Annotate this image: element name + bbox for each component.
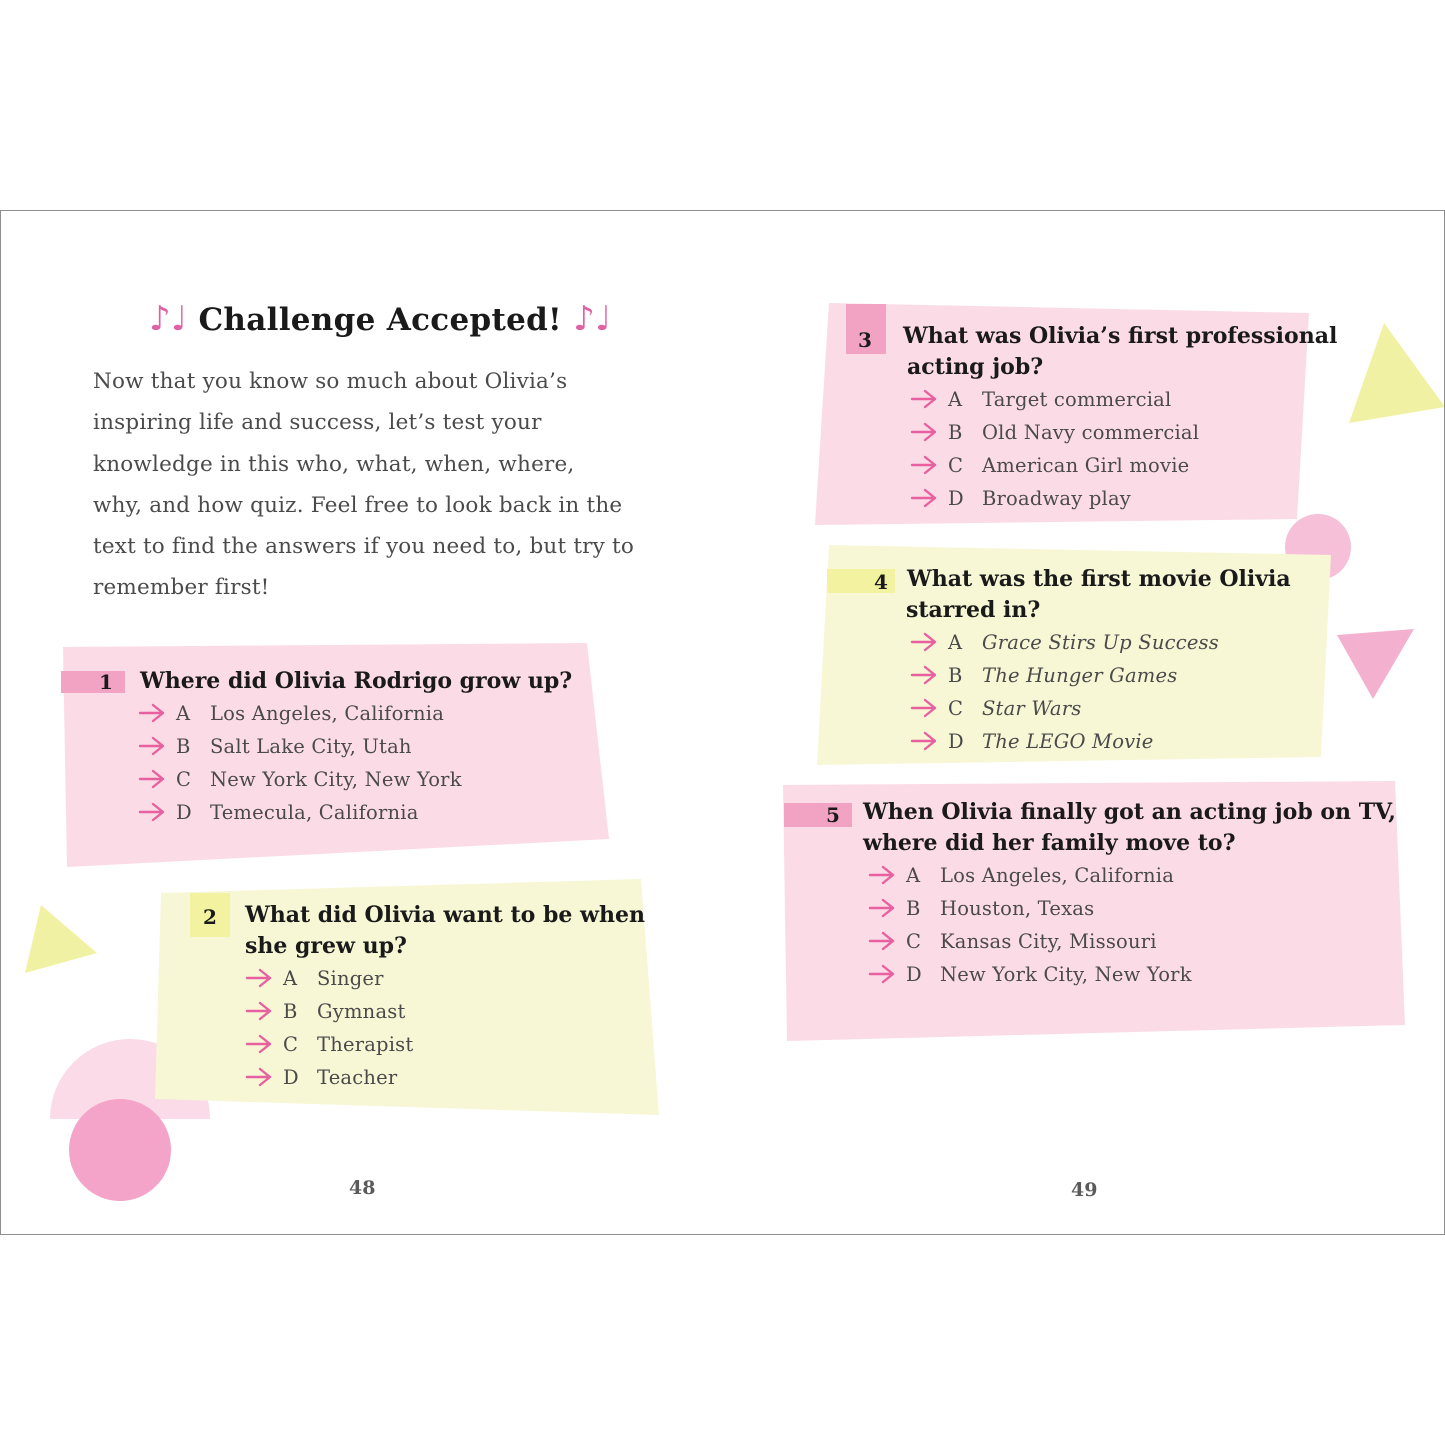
question-number: 5 (826, 803, 840, 827)
page-title (149, 299, 611, 339)
arrow-right-icon (138, 802, 166, 822)
option-text: Teacher (317, 1066, 398, 1089)
music-note-icon: ♪♩ (149, 299, 188, 339)
option-text: American Girl movie (982, 454, 1190, 477)
intro-line: knowledge in this who, what, when, where, (93, 451, 575, 477)
question-number: 3 (858, 328, 872, 352)
book-spread (0, 210, 1445, 1235)
option-text: Houston, Texas (940, 897, 1095, 920)
question-number: 4 (874, 570, 888, 594)
option-letter: B (283, 1000, 298, 1023)
question-number: 2 (203, 905, 217, 929)
option-letter: D (176, 801, 192, 824)
option-letter: A (906, 864, 921, 887)
yellow-triangle-left-decoration (21, 903, 101, 975)
arrow-right-icon (138, 703, 166, 723)
option-letter: B (176, 735, 191, 758)
option-text: New York City, New York (940, 963, 1192, 986)
option-letter: A (948, 388, 963, 411)
option-text: Los Angeles, California (940, 864, 1175, 887)
option-text: New York City, New York (210, 768, 462, 791)
option-letter: B (948, 421, 963, 444)
option-letter: A (283, 967, 298, 990)
option-text: Old Navy commercial (982, 421, 1200, 444)
question-text-line-1: When Olivia finally got an acting job on TV, (863, 799, 1396, 825)
arrow-right-icon (910, 698, 938, 718)
option-text: Star Wars (982, 697, 1082, 720)
arrow-right-icon (245, 1067, 273, 1087)
option-text: The Hunger Games (982, 664, 1178, 687)
arrow-right-icon (910, 422, 938, 442)
question-text-line-2: where did her family move to? (863, 830, 1236, 856)
option-letter: B (948, 664, 963, 687)
option-text: Broadway play (982, 487, 1131, 510)
option-letter: C (948, 454, 964, 477)
option-text: Singer (317, 967, 384, 990)
arrow-right-icon (138, 736, 166, 756)
option-letter: D (906, 963, 922, 986)
arrow-right-icon (910, 389, 938, 409)
arrow-right-icon (245, 968, 273, 988)
pink-triangle-right-decoration (1335, 629, 1417, 701)
option-letter: D (948, 487, 964, 510)
option-text: Salt Lake City, Utah (210, 735, 412, 758)
question-text-line-1: What was Olivia’s first professional (903, 323, 1338, 349)
option-text: The LEGO Movie (982, 730, 1154, 753)
option-letter: A (948, 631, 963, 654)
option-letter: A (176, 702, 191, 725)
question-text: Where did Olivia Rodrigo grow up? (140, 668, 573, 694)
question-number: 1 (99, 670, 113, 694)
arrow-right-icon (868, 865, 896, 885)
music-note-icon: ♪♩ (573, 299, 612, 339)
option-letter: C (948, 697, 964, 720)
question-text-line-2: acting job? (907, 354, 1044, 380)
option-letter: C (906, 930, 922, 953)
question-text-line-2: starred in? (906, 597, 1041, 623)
question-text-line-1: What did Olivia want to be when (245, 902, 645, 928)
intro-line: inspiring life and success, let’s test your (93, 410, 542, 436)
option-letter: D (283, 1066, 299, 1089)
arrow-right-icon (868, 931, 896, 951)
option-letter: C (283, 1033, 299, 1056)
intro-line: why, and how quiz. Feel free to look back in the (93, 492, 623, 518)
arrow-right-icon (138, 769, 166, 789)
question-text-line-2: she grew up? (245, 933, 407, 959)
option-text: Target commercial (982, 388, 1172, 411)
option-text: Temecula, California (210, 801, 419, 824)
arrow-right-icon (910, 665, 938, 685)
option-text: Gymnast (317, 1000, 406, 1023)
option-letter: D (948, 730, 964, 753)
intro-line: text to find the answers if you need to, but try to (93, 534, 635, 560)
option-text: Therapist (317, 1033, 414, 1056)
arrow-right-icon (910, 632, 938, 652)
option-text: Grace Stirs Up Success (982, 631, 1219, 654)
arrow-right-icon (245, 1001, 273, 1021)
intro-line: remember first! (93, 575, 270, 601)
option-letter: B (906, 897, 921, 920)
arrow-right-icon (868, 964, 896, 984)
option-letter: C (176, 768, 192, 791)
arrow-right-icon (910, 455, 938, 475)
arrow-right-icon (910, 731, 938, 751)
page-number-right: 49 (1071, 1179, 1098, 1201)
intro-paragraph (93, 361, 633, 609)
arrow-right-icon (868, 898, 896, 918)
question-text-line-1: What was the first movie Olivia (907, 566, 1291, 592)
yellow-triangle-right-decoration (1346, 321, 1445, 426)
arrow-right-icon (910, 488, 938, 508)
page-title-text: Challenge Accepted! (198, 302, 562, 338)
intro-line: Now that you know so much about Olivia’s (93, 369, 568, 394)
arrow-right-icon (245, 1034, 273, 1054)
option-text: Los Angeles, California (210, 702, 445, 725)
option-text: Kansas City, Missouri (940, 930, 1157, 953)
page-number-left: 48 (349, 1177, 376, 1199)
